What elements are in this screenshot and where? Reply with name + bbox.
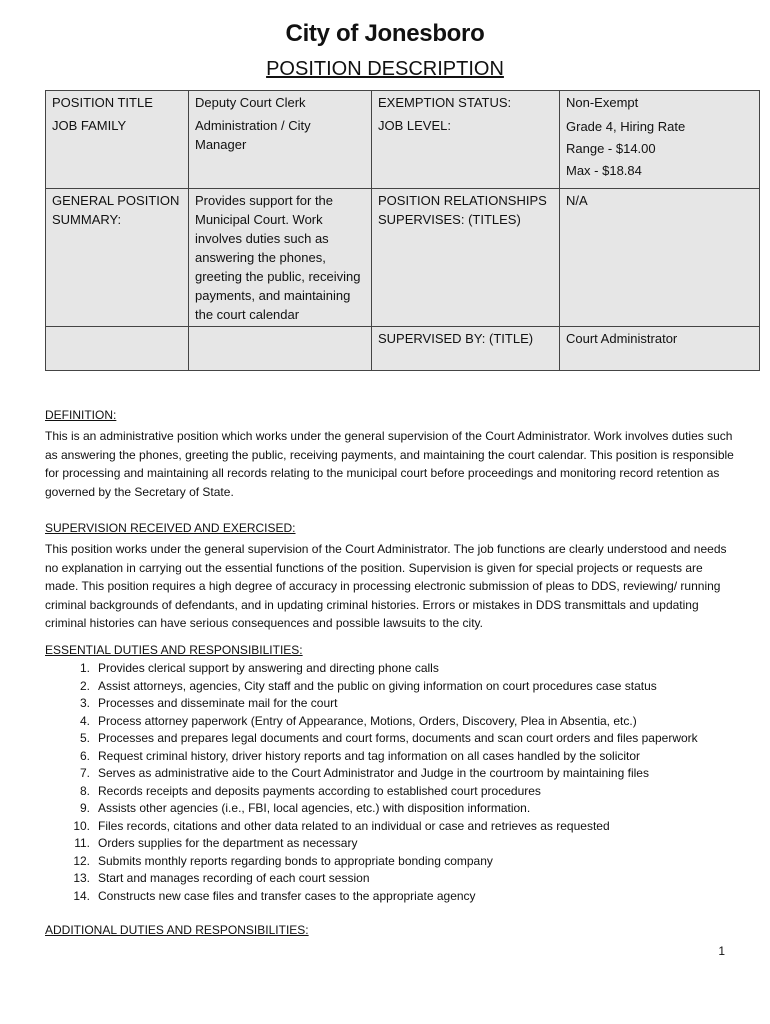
empty-cell: [46, 326, 189, 370]
essential-duties-heading: ESSENTIAL DUTIES AND RESPONSIBILITIES:: [45, 643, 303, 657]
position-relationships-value: N/A: [560, 188, 760, 326]
list-item-number: 11.: [74, 836, 90, 850]
list-item-number: 2.: [79, 678, 90, 693]
list-item: [45, 748, 745, 766]
page-number: 1: [718, 944, 725, 958]
list-item-text: Records receipts and deposits payments according to established court procedures: [98, 783, 541, 798]
supervised-by-value: Court Administrator: [560, 326, 760, 370]
list-item-text: Processes and prepares legal documents and court forms, documents and scan court orders and files paperwork: [98, 731, 698, 745]
list-item: [45, 713, 745, 731]
list-item: [45, 888, 745, 906]
definition-text: This is an administrative position which works under the general supervision of the Court Administrator. Work involves duties such as answering the phones, greeting the public, receiving payments, and maintaining the court calendar. This position is responsible for processing and maintaining all records relating to the municipal court before proceedings and monitoring record retention as governed by the Secretary of State.: [45, 429, 734, 499]
list-item: [45, 835, 745, 853]
page-subtitle: POSITION DESCRIPTION: [266, 58, 504, 80]
list-item: [45, 870, 745, 888]
table-row: [46, 114, 760, 188]
list-item-text: Processes and disseminate mail for the court: [98, 696, 338, 710]
list-item-number: 3.: [79, 696, 90, 710]
list-item-number: 6.: [79, 748, 90, 763]
list-item: [45, 695, 745, 713]
list-item: [45, 660, 745, 678]
job-level-label: JOB LEVEL:: [372, 114, 560, 188]
job-family-label: JOB FAMILY: [46, 114, 189, 188]
list-item: [45, 818, 745, 836]
table-row: [46, 188, 760, 326]
essential-duties-list: [45, 660, 745, 905]
list-item-number: 9.: [79, 801, 90, 815]
supervision-heading: SUPERVISION RECEIVED AND EXERCISED:: [45, 521, 296, 535]
list-item-text: Provides clerical support by answering and directing phone calls: [98, 661, 439, 675]
list-item-text: Serves as administrative aide to the Court Administrator and Judge in the courtroom by maintaining files: [98, 766, 649, 780]
list-item-text: Start and manages recording of each court session: [98, 871, 370, 885]
list-item-number: 12.: [73, 853, 90, 868]
list-item-text: Request criminal history, driver history reports and tag information on all cases handled by the solicitor: [98, 748, 641, 763]
list-item-number: 5.: [79, 731, 90, 745]
list-item-text: Assist attorneys, agencies, City staff and the public on giving information on court procedures case status: [98, 678, 657, 693]
list-item-number: 1.: [79, 661, 90, 675]
position-relationships-label: POSITION RELATIONSHIPS SUPERVISES: (TITLES): [372, 188, 560, 326]
list-item-text: Constructs new case files and transfer cases to the appropriate agency: [98, 888, 476, 903]
position-title-value: Deputy Court Clerk: [189, 91, 372, 115]
additional-duties-heading: ADDITIONAL DUTIES AND RESPONSIBILITIES:: [45, 923, 309, 937]
list-item: [45, 783, 745, 801]
list-item: [45, 730, 745, 748]
list-item-text: Orders supplies for the department as necessary: [98, 836, 358, 850]
table-row: [46, 91, 760, 115]
job-level-line: Range - $14.00: [566, 141, 656, 156]
list-item: [45, 678, 745, 696]
supervision-text: This position works under the general supervision of the Court Administrator. The job functions are clearly understood and needs no explanation in carrying out the essential functions of the position. Supervision is given for special projects or requests are made. This position requires a high degree of accuracy in processing electronic submission of pleas to DDS, reviewing/ running criminal backgrounds of defendants, and in updating criminal histories. Errors or mistakes in DDS transmittals and updating criminal histories can have serious consequences and possible lawsuits to the city.: [45, 542, 727, 630]
list-item-number: 14.: [73, 888, 90, 903]
job-level-line: Grade 4, Hiring Rate: [566, 119, 686, 134]
position-info-table: [45, 90, 760, 371]
list-item-number: 7.: [79, 766, 90, 780]
definition-heading: DEFINITION:: [45, 408, 117, 422]
empty-cell: [189, 326, 372, 370]
list-item-text: Submits monthly reports regarding bonds to appropriate bonding company: [98, 853, 493, 868]
job-family-value: Administration / City Manager: [189, 114, 372, 188]
list-item-text: Process attorney paperwork (Entry of Appearance, Motions, Orders, Discovery, Plea in Absentia, etc.): [98, 713, 637, 728]
page-title: City of Jonesboro: [285, 20, 485, 47]
list-item-number: 4.: [79, 713, 90, 728]
list-item: [45, 853, 745, 871]
exemption-status-label: EXEMPTION STATUS:: [372, 91, 560, 115]
table-row: [46, 326, 760, 370]
list-item-text: Assists other agencies (i.e., FBI, local agencies, etc.) with disposition information.: [98, 801, 531, 815]
list-item-number: 10.: [73, 818, 90, 833]
list-item-number: 13.: [73, 871, 90, 885]
exemption-status-value: Non-Exempt: [560, 91, 760, 115]
job-level-value: [560, 114, 760, 188]
list-item-text: Files records, citations and other data related to an individual or case and retrieves as requested: [98, 818, 610, 833]
list-item: [45, 765, 745, 783]
list-item: [45, 800, 745, 818]
general-summary-value: Provides support for the Municipal Court. Work involves duties such as answering the phones, greeting the public, receiving payments, and maintaining the court calendar: [189, 188, 372, 326]
general-summary-label: GENERAL POSITION SUMMARY:: [46, 188, 189, 326]
position-title-label: POSITION TITLE: [46, 91, 189, 115]
job-level-line: Max - $18.84: [566, 163, 642, 178]
list-item-number: 8.: [79, 783, 90, 798]
supervised-by-label: SUPERVISED BY: (TITLE): [372, 326, 560, 370]
